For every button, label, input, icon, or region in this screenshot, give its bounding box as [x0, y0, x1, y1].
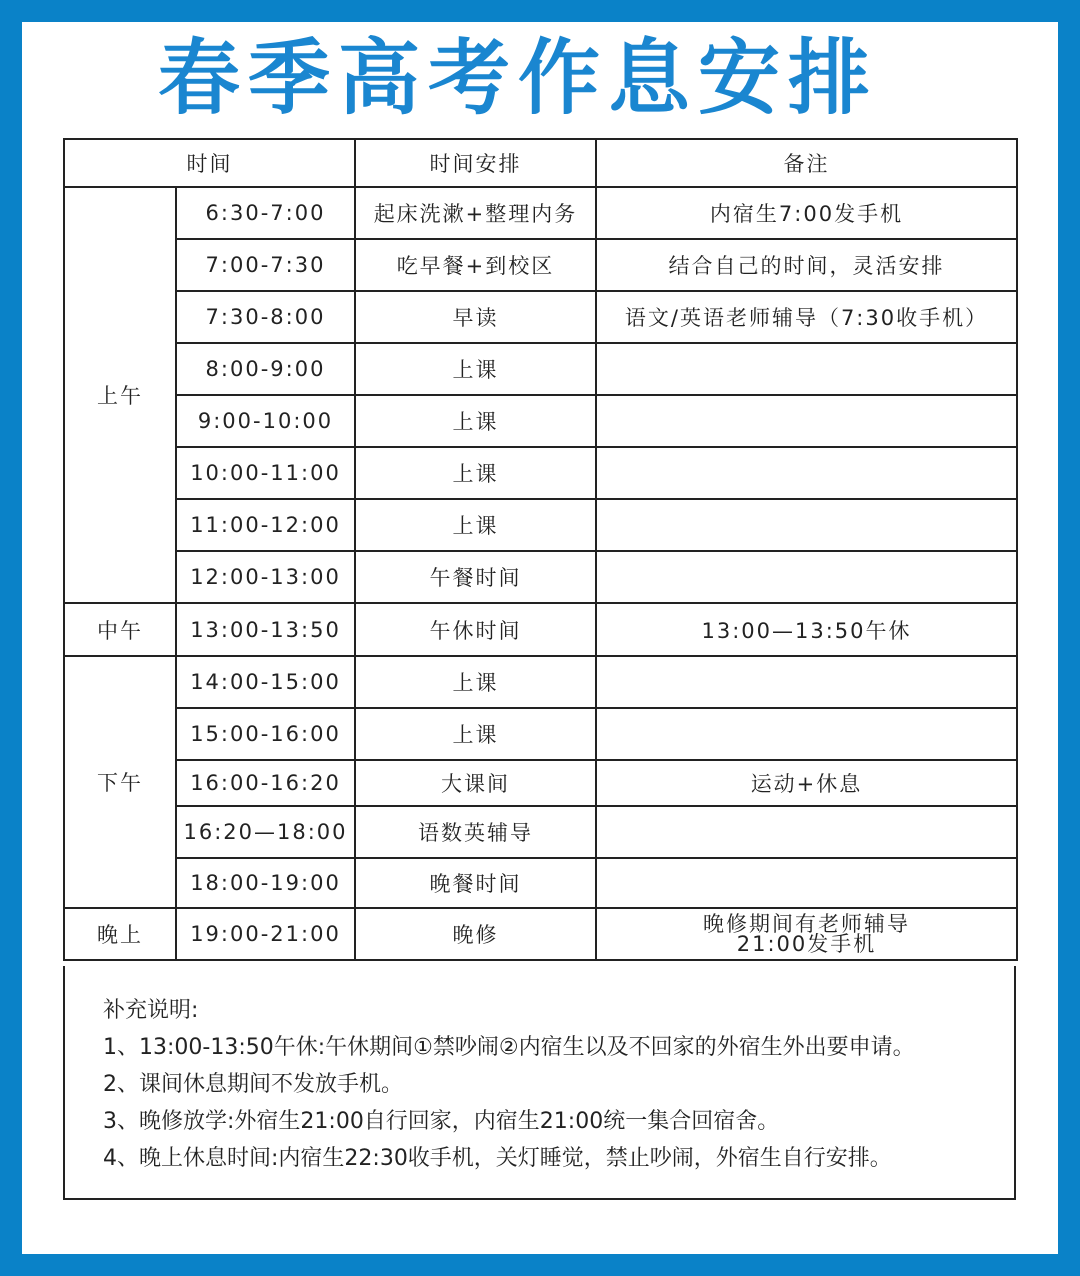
activity-cell: 上课	[355, 656, 596, 708]
table-row	[64, 858, 1017, 908]
notes-cell: 内宿生7:00发手机	[596, 187, 1017, 239]
activity-cell: 晚修	[355, 908, 596, 960]
supplement-heading: 补充说明:	[103, 998, 199, 1023]
time-cell: 15:00-16:00	[176, 708, 355, 760]
supplement-item: 1、13:00-13:50午休:午休期间①禁吵闹②内宿生以及不回家的外宿生外出要申请。	[103, 1035, 915, 1060]
time-cell: 10:00-11:00	[176, 447, 355, 499]
activity-cell: 午餐时间	[355, 551, 596, 603]
page-title: 春季高考作息安排	[157, 31, 878, 126]
time-cell: 11:00-12:00	[176, 499, 355, 551]
notes-cell	[596, 708, 1017, 760]
activity-cell: 上课	[355, 447, 596, 499]
activity-cell: 上课	[355, 343, 596, 395]
notes-cell	[596, 656, 1017, 708]
activity-cell: 上课	[355, 499, 596, 551]
period-noon: 中午	[64, 603, 176, 656]
activity-cell: 语数英辅导	[355, 806, 596, 858]
table-row	[64, 656, 1017, 708]
notes-cell	[596, 908, 1017, 960]
time-cell: 13:00-13:50	[176, 603, 355, 656]
supplement-box	[63, 966, 1016, 1200]
notes-cell	[596, 395, 1017, 447]
period-morning: 上午	[64, 187, 176, 603]
table-row	[64, 291, 1017, 343]
time-cell: 6:30-7:00	[176, 187, 355, 239]
table-row	[64, 760, 1017, 806]
time-cell: 14:00-15:00	[176, 656, 355, 708]
activity-cell: 晚餐时间	[355, 858, 596, 908]
table-row	[64, 499, 1017, 551]
supplement-item: 4、晚上休息时间:内宿生22:30收手机，关灯睡觉，禁止吵闹，外宿生自行安排。	[103, 1146, 892, 1171]
time-cell: 12:00-13:00	[176, 551, 355, 603]
time-cell: 7:30-8:00	[176, 291, 355, 343]
time-cell: 19:00-21:00	[176, 908, 355, 960]
notes-cell: 13:00—13:50午休	[596, 603, 1017, 656]
header-period: 时间	[64, 139, 355, 187]
period-evening: 晚上	[64, 908, 176, 960]
schedule-table	[63, 138, 1018, 961]
supplement-item: 2、课间休息期间不发放手机。	[103, 1072, 403, 1097]
time-cell: 16:20—18:00	[176, 806, 355, 858]
table-row	[64, 395, 1017, 447]
notes-cell	[596, 806, 1017, 858]
notes-cell	[596, 858, 1017, 908]
table-row	[64, 447, 1017, 499]
table-row	[64, 603, 1017, 656]
notes-line: 晚修期间有老师辅导	[703, 912, 910, 936]
header-notes: 备注	[596, 139, 1017, 187]
time-cell: 18:00-19:00	[176, 858, 355, 908]
table-row	[64, 343, 1017, 395]
header-row	[64, 139, 1017, 187]
time-cell: 9:00-10:00	[176, 395, 355, 447]
table-row	[64, 806, 1017, 858]
time-cell: 8:00-9:00	[176, 343, 355, 395]
table-row	[64, 908, 1017, 960]
notes-cell	[596, 343, 1017, 395]
notes-cell: 结合自己的时间，灵活安排	[596, 239, 1017, 291]
activity-cell: 大课间	[355, 760, 596, 806]
table-row	[64, 551, 1017, 603]
period-afternoon: 下午	[64, 656, 176, 908]
activity-cell: 上课	[355, 395, 596, 447]
activity-cell: 起床洗漱+整理内务	[355, 187, 596, 239]
notes-line: 21:00发手机	[736, 932, 877, 956]
table-row	[64, 708, 1017, 760]
notes-cell	[596, 447, 1017, 499]
activity-cell: 上课	[355, 708, 596, 760]
header-time: 时间安排	[355, 139, 596, 187]
activity-cell: 午休时间	[355, 603, 596, 656]
time-cell: 7:00-7:30	[176, 239, 355, 291]
activity-cell: 早读	[355, 291, 596, 343]
notes-cell	[596, 551, 1017, 603]
activity-cell: 吃早餐+到校区	[355, 239, 596, 291]
table-row	[64, 239, 1017, 291]
notes-cell	[596, 499, 1017, 551]
notes-cell: 语文/英语老师辅导（7:30收手机）	[596, 291, 1017, 343]
notes-cell: 运动+休息	[596, 760, 1017, 806]
table-row	[64, 187, 1017, 239]
supplement-item: 3、晚修放学:外宿生21:00自行回家，内宿生21:00统一集合回宿舍。	[103, 1109, 780, 1134]
time-cell: 16:00-16:20	[176, 760, 355, 806]
